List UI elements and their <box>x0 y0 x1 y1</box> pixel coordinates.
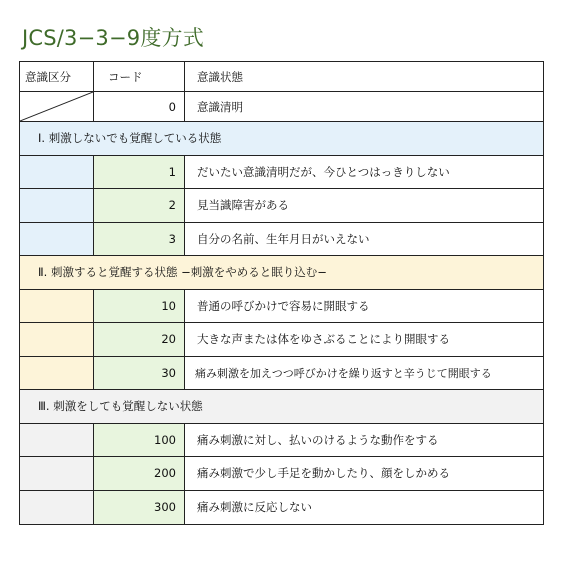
code-cell: 10 <box>94 290 185 323</box>
table-row <box>20 357 543 391</box>
diagonal-line-icon <box>20 92 93 121</box>
header-row <box>20 62 543 92</box>
alert-row <box>20 92 543 122</box>
code-cell: 30 <box>94 357 185 390</box>
state-cell: だいたい意識清明だが、今ひとつはっきりしない <box>197 164 450 179</box>
page-title: JCS/3−3−9度方式 <box>22 26 204 50</box>
state-cell: 普通の呼びかけで容易に開眼する <box>197 298 370 313</box>
table-row <box>20 457 543 491</box>
category-cell <box>20 357 94 390</box>
group-title-3: Ⅲ. 刺激をしても覚醒しない状態 <box>38 399 203 414</box>
code-cell: 3 <box>94 223 185 256</box>
state-cell: 痛み刺激に対し、払いのけるような動作をする <box>197 432 439 447</box>
group-header-3 <box>20 390 543 424</box>
jcs-table <box>19 61 544 525</box>
category-cell <box>20 156 94 189</box>
code-cell: 100 <box>94 424 185 457</box>
group-title-2: Ⅱ. 刺激すると覚醒する状態 −刺激をやめると眠り込む− <box>38 265 327 280</box>
state-cell: 大きな声または体をゆさぶることにより開眼する <box>197 332 450 347</box>
code-cell: 20 <box>94 323 185 356</box>
diagonal-cell <box>20 92 94 121</box>
code-cell: 1 <box>94 156 185 189</box>
state-cell: 見当識障害がある <box>197 198 289 213</box>
category-cell <box>20 223 94 256</box>
table-row <box>20 290 543 324</box>
header-code: コード <box>94 62 185 91</box>
category-cell <box>20 323 94 356</box>
table-row <box>20 189 543 223</box>
table-row <box>20 424 543 458</box>
category-cell <box>20 491 94 525</box>
state-cell: 痛み刺激で少し手足を動かしたり、顔をしかめる <box>197 466 450 481</box>
group-title-1: Ⅰ. 刺激しないでも覚醒している状態 <box>38 131 222 146</box>
state-cell: 痛み刺激に反応しない <box>197 500 312 515</box>
code-cell: 300 <box>94 491 185 525</box>
header-state: 意識状態 <box>197 69 243 84</box>
group-header-1 <box>20 122 543 156</box>
table-row <box>20 156 543 190</box>
header-category: 意識区分 <box>20 62 94 91</box>
table-row <box>20 323 543 357</box>
alert-code: 0 <box>94 92 185 121</box>
category-cell <box>20 189 94 222</box>
category-cell <box>20 290 94 323</box>
group-header-2 <box>20 256 543 290</box>
table-row <box>20 491 543 525</box>
state-cell: 自分の名前、生年月日がいえない <box>197 231 370 246</box>
table-row <box>20 223 543 257</box>
state-cell: 痛み刺激を加えつつ呼びかけを繰り返すと辛うじて開眼する <box>195 366 492 380</box>
code-cell: 2 <box>94 189 185 222</box>
category-cell <box>20 457 94 490</box>
category-cell <box>20 424 94 457</box>
code-cell: 200 <box>94 457 185 490</box>
alert-state: 意識清明 <box>197 99 243 114</box>
